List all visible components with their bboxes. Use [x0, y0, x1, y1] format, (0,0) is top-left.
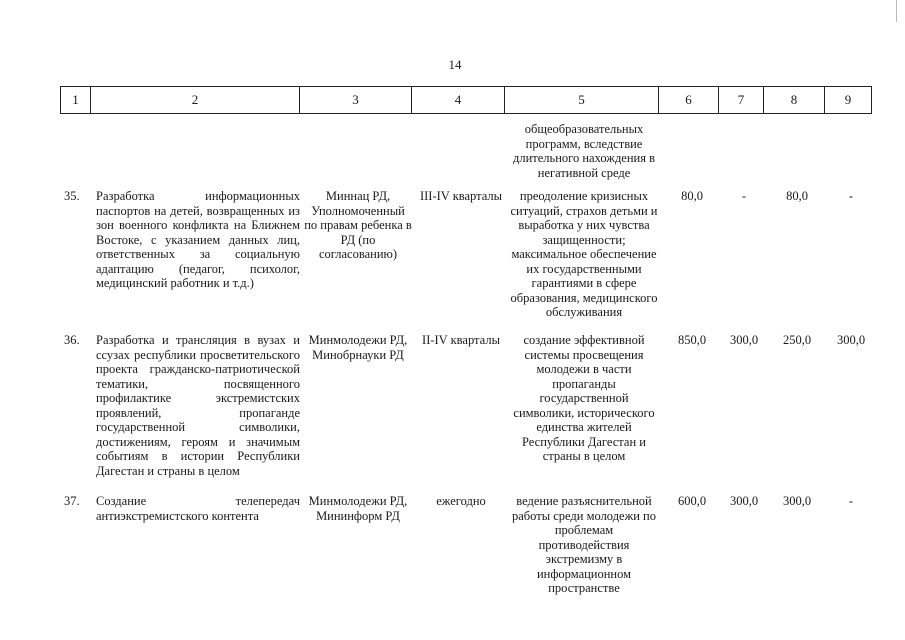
row-total: 850,0	[677, 333, 707, 347]
header-col-2: 2	[91, 87, 300, 114]
row-description: Разработка и трансляция в вузах и ссузах республики просветительского проекта гражданско-патриотической тематики, посвященного профилактике экстремистских проявлений, пропаганде государственной символики, достижениям, героям и значимым событиям в истории Республики Дагестан и страны в целом	[96, 333, 300, 478]
header-col-3: 3	[300, 87, 412, 114]
row-term: II-IV кварталы	[422, 333, 500, 347]
row-year-1: 300,0	[729, 333, 759, 347]
row-year-1: 300,0	[729, 494, 759, 508]
header-col-7: 7	[719, 87, 764, 114]
header-col-8: 8	[764, 87, 825, 114]
row-year-2: 300,0	[782, 494, 812, 508]
row-term: ежегодно	[436, 494, 486, 508]
row-term: III-IV кварталы	[419, 189, 503, 203]
column-header-table	[60, 86, 872, 114]
row-number: 35.	[64, 189, 80, 203]
page-number: 14	[448, 57, 462, 72]
header-col-5: 5	[505, 87, 659, 114]
row-executor: Минмолодежи РД, Мининформ РД	[308, 494, 408, 523]
header-col-9: 9	[825, 87, 872, 114]
scan-edge-line	[896, 0, 897, 22]
row-result: преодоление кризисных ситуаций, страхов детьми и выработка у них чувства защищенности; максимальное обеспечение их государственными гарантиями в сфере образования, медицинского обслуживания	[510, 189, 658, 319]
header-col-6: 6	[659, 87, 719, 114]
header-col-4: 4	[412, 87, 505, 114]
continuation-result: общеобразовательных программ, вследствие длительного нахождения в негативной среде	[512, 122, 656, 180]
row-year-3: -	[848, 189, 854, 203]
row-year-2: 250,0	[782, 333, 812, 347]
row-description: Разработка информационных паспортов на детей, возвращенных из зон военного конфликта на Ближнем Востоке, с указанием данных лиц, ответственных за социальную адаптацию (педагог, психолог, медицинский работник и т.д.)	[96, 189, 300, 290]
row-number: 36.	[64, 333, 80, 347]
row-result: ведение разъяснительной работы среди молодежи по проблемам противодействия экстремизму в информационном пространстве	[511, 494, 656, 595]
row-year-1: -	[741, 189, 747, 203]
row-result: создание эффективной системы просвещения молодежи в части пропаганды государственной символики, исторического единства жителей Республики Дагестан и страны в целом	[513, 333, 655, 463]
row-total: 600,0	[677, 494, 707, 508]
row-executor: Минмолодежи РД, Минобрнауки РД	[308, 333, 408, 362]
row-executor: Миннац РД, Уполномоченный по правам ребенка в РД (по согласованию)	[304, 189, 412, 261]
row-year-3: 300,0	[836, 333, 866, 347]
header-col-1: 1	[61, 87, 91, 114]
row-total: 80,0	[681, 189, 703, 203]
row-number: 37.	[64, 494, 80, 508]
row-year-2: 80,0	[786, 189, 808, 203]
row-description: Создание телепередач антиэкстремистского контента	[96, 494, 300, 523]
row-year-3: -	[848, 494, 854, 508]
